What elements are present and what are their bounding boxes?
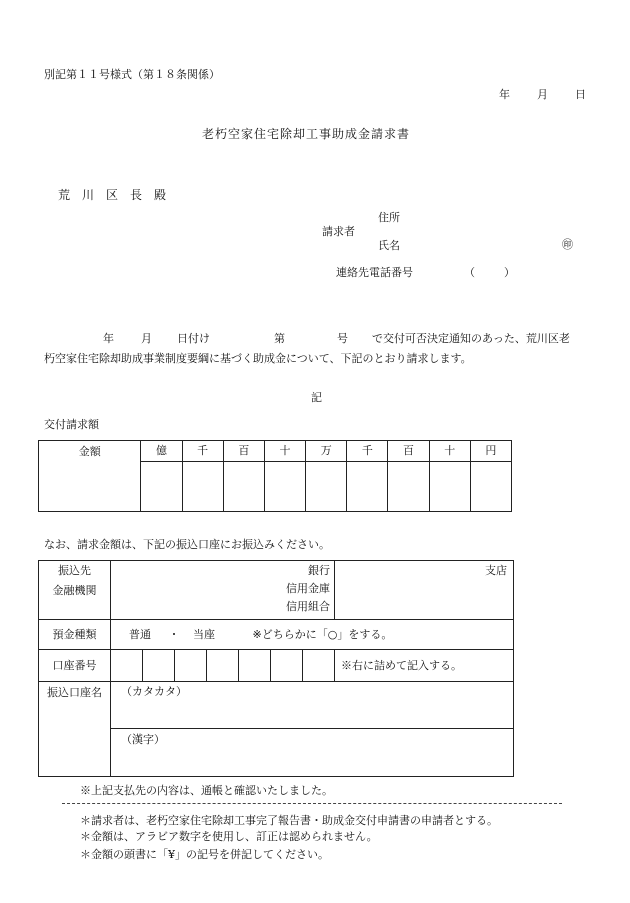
body-go: 号: [337, 332, 348, 345]
amount-label-cell-blank: [39, 462, 141, 512]
requester-label: 請求者: [322, 225, 355, 238]
account-digit-cell[interactable]: [143, 650, 175, 682]
holder-kana-label: （カタカタ）: [121, 685, 187, 698]
bank-type-shinkin: 信用金庫: [286, 582, 330, 596]
amount-digit-cell[interactable]: [223, 462, 264, 512]
amount-label: 金額: [39, 441, 141, 462]
deposit-note: ※どちらかに「○」をする。: [252, 627, 393, 641]
amount-digit-cell[interactable]: [470, 462, 511, 512]
body-line2: 朽空家住宅除却助成事業制度要綱に基づく助成金について、下記のとおり請求します。: [44, 352, 472, 365]
holder-kanji-cell[interactable]: [111, 729, 514, 777]
amount-section-label: 交付請求額: [44, 418, 99, 431]
ki-heading: 記: [311, 391, 322, 404]
dest-label-line1: 振込先: [58, 564, 91, 577]
unit-en: 円: [470, 441, 511, 462]
account-digit-cell[interactable]: [207, 650, 239, 682]
date-month-label: 月: [537, 88, 548, 101]
phone-paren-close: ）: [504, 266, 515, 279]
address-label: 住所: [378, 211, 400, 224]
unit-sen: 千: [182, 441, 223, 462]
body-dai: 第: [274, 332, 285, 345]
account-no-label: 口座番号: [39, 650, 111, 682]
form-number: 別記第１１号様式（第１８条関係）: [44, 68, 220, 81]
bank-type-bank: 銀行: [308, 564, 330, 577]
account-digit-cell[interactable]: [303, 650, 335, 682]
note-1: ＊請求者は、老朽空家住宅除却工事完了報告書・助成金交付申請書の申請者とする。: [80, 814, 498, 827]
seal-mark: ㊞: [562, 238, 573, 251]
unit-juu-2: 十: [429, 441, 470, 462]
body-line1-rest: で交付可否決定通知のあった、荒川区老: [372, 332, 570, 345]
deposit-dot: ・: [168, 627, 180, 641]
holder-label: 振込口座名: [39, 682, 111, 777]
deposit-current[interactable]: 当座: [193, 627, 215, 641]
confirm-note: ※上記支払先の内容は、通帳と確認いたしました。: [80, 784, 333, 797]
body-year: 年: [103, 332, 114, 345]
deposit-type-label: 預金種類: [39, 620, 111, 650]
name-label: 氏名: [378, 239, 400, 252]
branch-label: 支店: [485, 564, 507, 577]
addressee: 荒 川 区 長 殿: [58, 188, 167, 202]
amount-digit-cell[interactable]: [388, 462, 429, 512]
amount-digit-cell[interactable]: [347, 462, 388, 512]
unit-juu: 十: [264, 441, 305, 462]
phone-label: 連絡先電話番号: [336, 266, 413, 279]
dashed-divider: [62, 803, 562, 804]
account-digit-cell[interactable]: [111, 650, 143, 682]
unit-oku: 億: [141, 441, 182, 462]
account-no-note: ※右に詰めて記入する。: [335, 650, 514, 682]
phone-paren-open: （: [464, 266, 475, 279]
amount-digit-cell[interactable]: [264, 462, 305, 512]
body-dated: 日付け: [177, 332, 210, 345]
unit-man: 万: [306, 441, 347, 462]
unit-sen-2: 千: [347, 441, 388, 462]
bank-type-shinkumi: 信用組合: [286, 600, 330, 614]
holder-kana-cell[interactable]: [111, 682, 514, 729]
dest-label-line2: 金融機関: [52, 584, 97, 598]
transfer-note: なお、請求金額は、下記の振込口座にお振込みください。: [44, 538, 330, 551]
deposit-type-cell[interactable]: [111, 620, 514, 650]
body-month: 月: [141, 332, 152, 345]
amount-digit-cell[interactable]: [141, 462, 182, 512]
amount-table: [38, 440, 512, 512]
date-year-label: 年: [499, 88, 510, 101]
note-2: ＊金額は、アラビア数字を使用し、訂正は認められません。: [80, 830, 378, 843]
amount-digit-cell[interactable]: [306, 462, 347, 512]
date-day-label: 日: [575, 88, 586, 101]
unit-hyaku: 百: [223, 441, 264, 462]
branch-cell[interactable]: [335, 561, 514, 620]
bank-name-cell[interactable]: [111, 561, 335, 620]
amount-digit-cell[interactable]: [182, 462, 223, 512]
account-digit-cell[interactable]: [239, 650, 271, 682]
account-digit-cell[interactable]: [175, 650, 207, 682]
bank-table: [38, 560, 514, 777]
amount-digit-cell[interactable]: [429, 462, 470, 512]
deposit-ordinary[interactable]: 普通: [129, 627, 151, 641]
account-digit-cell[interactable]: [271, 650, 303, 682]
page-title: 老朽空家住宅除却工事助成金請求書: [202, 127, 411, 141]
holder-kanji-label: （漢字）: [121, 733, 165, 746]
note-3: ＊金額の頭書に「¥」の記号を併記してください。: [80, 848, 329, 861]
dest-label-cell: [39, 561, 111, 620]
unit-hyaku-2: 百: [388, 441, 429, 462]
